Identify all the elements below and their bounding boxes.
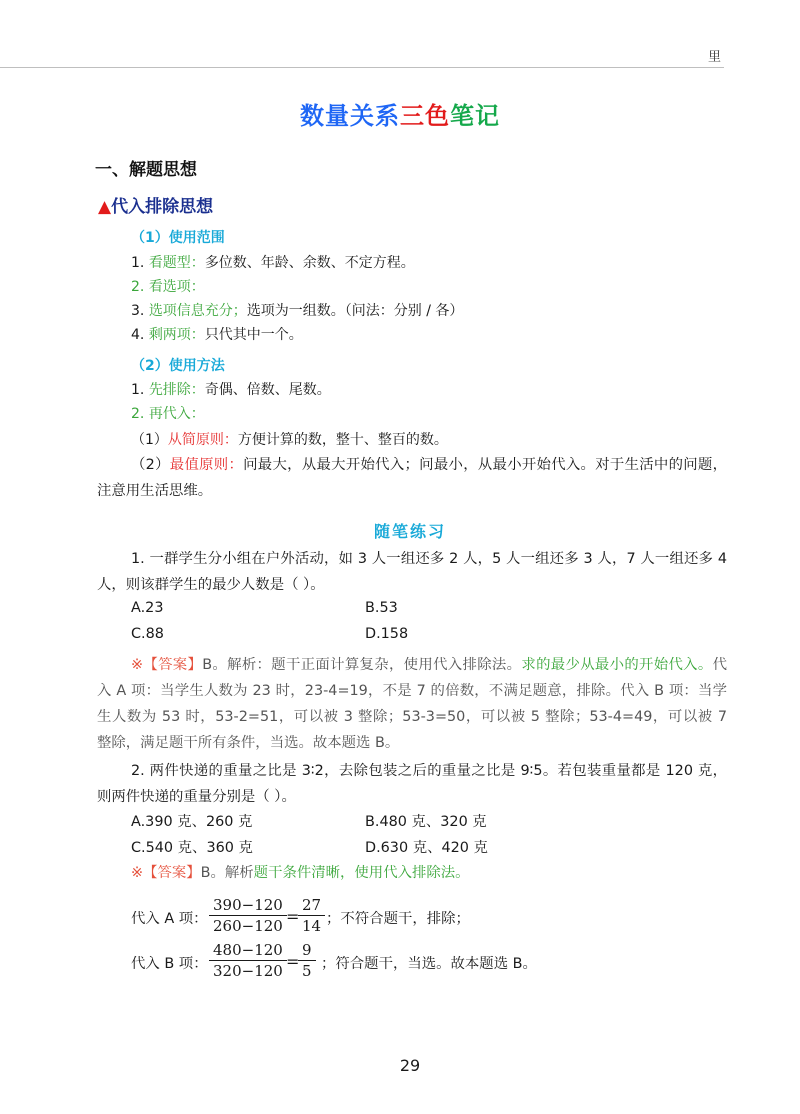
- scope-item-label: 剩两项：: [148, 327, 205, 343]
- triangle-icon: ▲: [98, 197, 112, 217]
- usage-rule-1: [131, 430, 448, 450]
- fraction-numerator: 390−120: [213, 896, 283, 914]
- calc-label: 代入 A 项：: [131, 911, 208, 927]
- rule-label: 从简原则：: [167, 432, 238, 448]
- fraction-numerator: 480−120: [213, 941, 283, 959]
- method-name: 代入排除思想: [111, 197, 214, 217]
- q2-option-a: A.390 克、260 克: [131, 814, 253, 830]
- q1-option-a: A.23: [131, 600, 164, 616]
- usage-rule-2: [97, 452, 727, 504]
- scope-item-label: 选项信息充分；: [148, 303, 247, 319]
- scope-item-label: 看选项：: [148, 279, 205, 295]
- page-number: 29: [399, 1056, 421, 1075]
- title-part-2: 三色: [400, 102, 450, 130]
- scope-item-num: 2.: [131, 279, 145, 295]
- header-mark: 里: [708, 50, 722, 65]
- answer-highlight: 题干条件清晰，使用代入排除法。: [253, 865, 470, 881]
- rule-text: 方便计算的数，整十、整百的数。: [237, 432, 448, 448]
- equals-sign: =: [286, 952, 300, 971]
- scope-item-1: [131, 253, 415, 273]
- practice-title: 随笔练习: [373, 522, 446, 541]
- fraction-denominator: 5: [298, 960, 316, 981]
- fraction-right: [298, 940, 316, 981]
- fraction-denominator: 260−120: [209, 915, 287, 936]
- calc-label: 代入 B 项：: [131, 956, 208, 972]
- rule-label: 最值原则：: [169, 457, 244, 473]
- scope-item-text: 多位数、年龄、余数、不定方程。: [204, 255, 415, 271]
- q1-stem: 1. 一群学生分小组在户外活动，如 3 人一组还多 2 人，5 人一组还多 3 人，7 人一组还多 4 人，则该群学生的最少人数是（ ）。: [97, 551, 727, 593]
- title-part-1: 数量关系: [300, 102, 400, 130]
- rule-text: 问最大，从最大开始代入；问最小，从最小开始代入。对于生活中的问题，注意用生活思维。: [97, 457, 727, 499]
- usage-heading: （2）使用方法: [131, 358, 225, 374]
- q1-option-d: D.158: [365, 626, 409, 642]
- q2-answer: [97, 860, 727, 886]
- calc-tail: ；符合题干，当选。故本题选 B。: [321, 956, 537, 972]
- usage-item-text: 奇偶、倍数、尾数。: [204, 382, 331, 398]
- fraction-left: [209, 940, 287, 981]
- fraction-numerator: 9: [302, 941, 312, 959]
- scope-item-text: 只代其中一个。: [204, 327, 303, 343]
- rule-prefix: （2）: [131, 457, 170, 473]
- usage-item-num: 1.: [131, 382, 145, 398]
- q1-answer: [97, 652, 727, 756]
- answer-highlight: 求的最少从最小的开始代入。: [521, 657, 713, 673]
- fraction-denominator: 320−120: [209, 960, 287, 981]
- header-rule: [0, 67, 724, 68]
- q2-stem: 2. 两件快递的重量之比是 3∶2，去除包装之后的重量之比是 9∶5。若包装重量都是 120 克，则两件快递的重量分别是（ ）。: [97, 763, 727, 805]
- usage-item-1: [131, 380, 331, 400]
- q2-option-d: D.630 克、420 克: [365, 840, 488, 856]
- title-part-3: 笔记: [450, 102, 500, 130]
- scope-item-4: [131, 325, 303, 345]
- rule-prefix: （1）: [131, 432, 168, 448]
- page-title: [0, 96, 800, 131]
- q1-option-c: C.88: [131, 626, 164, 642]
- answer-mark: ※【答案】: [131, 865, 201, 881]
- answer-detail: 代入 A 项：当学生人数为 23 时，23-4=19，不是 7 的倍数，不满足题意，排除。代入 B 项：当学生人数为 53 时，53-2=51，可以被 3 整除；53-3=50，可以被 5 整除；53-4=49，可以被 7 整除，满足题干所有条件，当选。故本题选 B。: [97, 657, 728, 751]
- section-heading: 一、解题思想: [95, 160, 197, 180]
- scope-heading: （1）使用范围: [131, 230, 225, 246]
- answer-text: B。解析：题干正面计算复杂，使用代入排除法。: [202, 657, 522, 673]
- fraction-right: [298, 895, 325, 936]
- scope-item-text: 选项为一组数。（问法：分别 / 各）: [246, 303, 464, 319]
- usage-item-label: 再代入：: [148, 406, 205, 422]
- answer-text: B。解析: [200, 865, 254, 881]
- answer-mark: ※【答案】: [131, 657, 203, 673]
- scope-item-3: [131, 301, 463, 321]
- q2-option-c: C.540 克、360 克: [131, 840, 253, 856]
- equals-sign: =: [286, 907, 300, 926]
- scope-item-num: 4.: [131, 327, 145, 343]
- fraction-numerator: 27: [302, 896, 322, 914]
- fraction-left: [209, 895, 287, 936]
- scope-item-label: 看题型：: [148, 255, 205, 271]
- q1-option-b: B.53: [365, 600, 398, 616]
- usage-item-2: [131, 404, 205, 424]
- usage-item-num: 2.: [131, 406, 145, 422]
- scope-item-num: 3.: [131, 303, 145, 319]
- usage-item-label: 先排除：: [148, 382, 205, 398]
- q2-option-b: B.480 克、320 克: [365, 814, 487, 830]
- scope-item-2: [131, 277, 205, 297]
- calc-tail: ；不符合题干，排除；: [326, 911, 470, 927]
- method-heading: [98, 192, 213, 217]
- fraction-denominator: 14: [298, 915, 325, 936]
- scope-item-num: 1.: [131, 255, 145, 271]
